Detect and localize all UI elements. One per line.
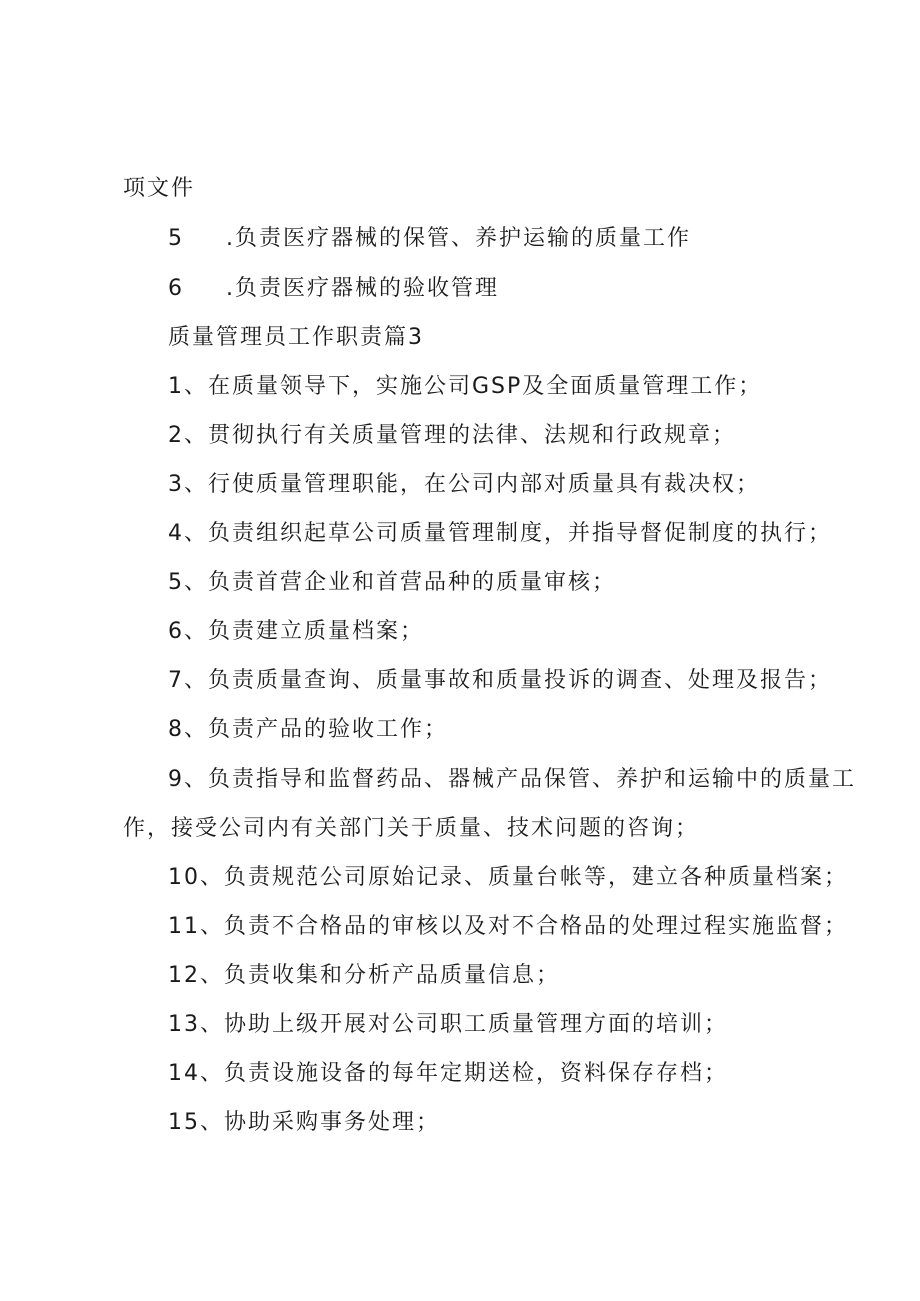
list-item: 11、负责不合格品的审核以及对不合格品的处理过程实施监督； (168, 914, 848, 939)
list-item: 2、贯彻执行有关质量管理的法律、法规和行政规章； (168, 423, 736, 448)
continuation-text: 项文件 (123, 176, 196, 201)
list-item: 5、负责首营企业和首营品种的质量审核； (168, 570, 616, 595)
sub-item-text: .负责医疗器械的保管、养护运输的质量工作 (226, 226, 691, 251)
sub-item (168, 274, 499, 304)
list-item-continuation: 作，接受公司内有关部门关于质量、技术问题的咨询； (123, 816, 700, 841)
sub-item-number: 6 (168, 276, 184, 301)
list-item: 4、负责组织起草公司质量管理制度，并指导督促制度的执行； (168, 521, 832, 546)
sub-item-text: .负责医疗器械的验收管理 (226, 276, 499, 301)
list-item: 1、在质量领导下，实施公司GSP及全面质量管理工作； (168, 374, 763, 399)
sub-item (168, 224, 691, 254)
list-item: 8、负责产品的验收工作； (168, 717, 448, 742)
list-item: 15、协助采购事务处理； (168, 1110, 440, 1135)
list-item: 7、负责质量查询、质量事故和质量投诉的调查、处理及报告； (168, 668, 832, 693)
list-item: 12、负责收集和分析产品质量信息； (168, 963, 560, 988)
list-item: 13、协助上级开展对公司职工质量管理方面的培训； (168, 1012, 728, 1037)
list-item: 10、负责规范公司原始记录、质量台帐等，建立各种质量档案； (168, 865, 848, 890)
list-item: 6、负责建立质量档案； (168, 619, 424, 644)
list-item: 9、负责指导和监督药品、器械产品保管、养护和运输中的质量工 (168, 767, 856, 792)
sub-item-number: 5 (168, 226, 184, 251)
list-item: 3、行使质量管理职能，在公司内部对质量具有裁决权； (168, 472, 760, 497)
list-item: 14、负责设施设备的每年定期送检，资料保存存档； (168, 1061, 728, 1086)
section-title: 质量管理员工作职责篇3 (168, 325, 424, 350)
